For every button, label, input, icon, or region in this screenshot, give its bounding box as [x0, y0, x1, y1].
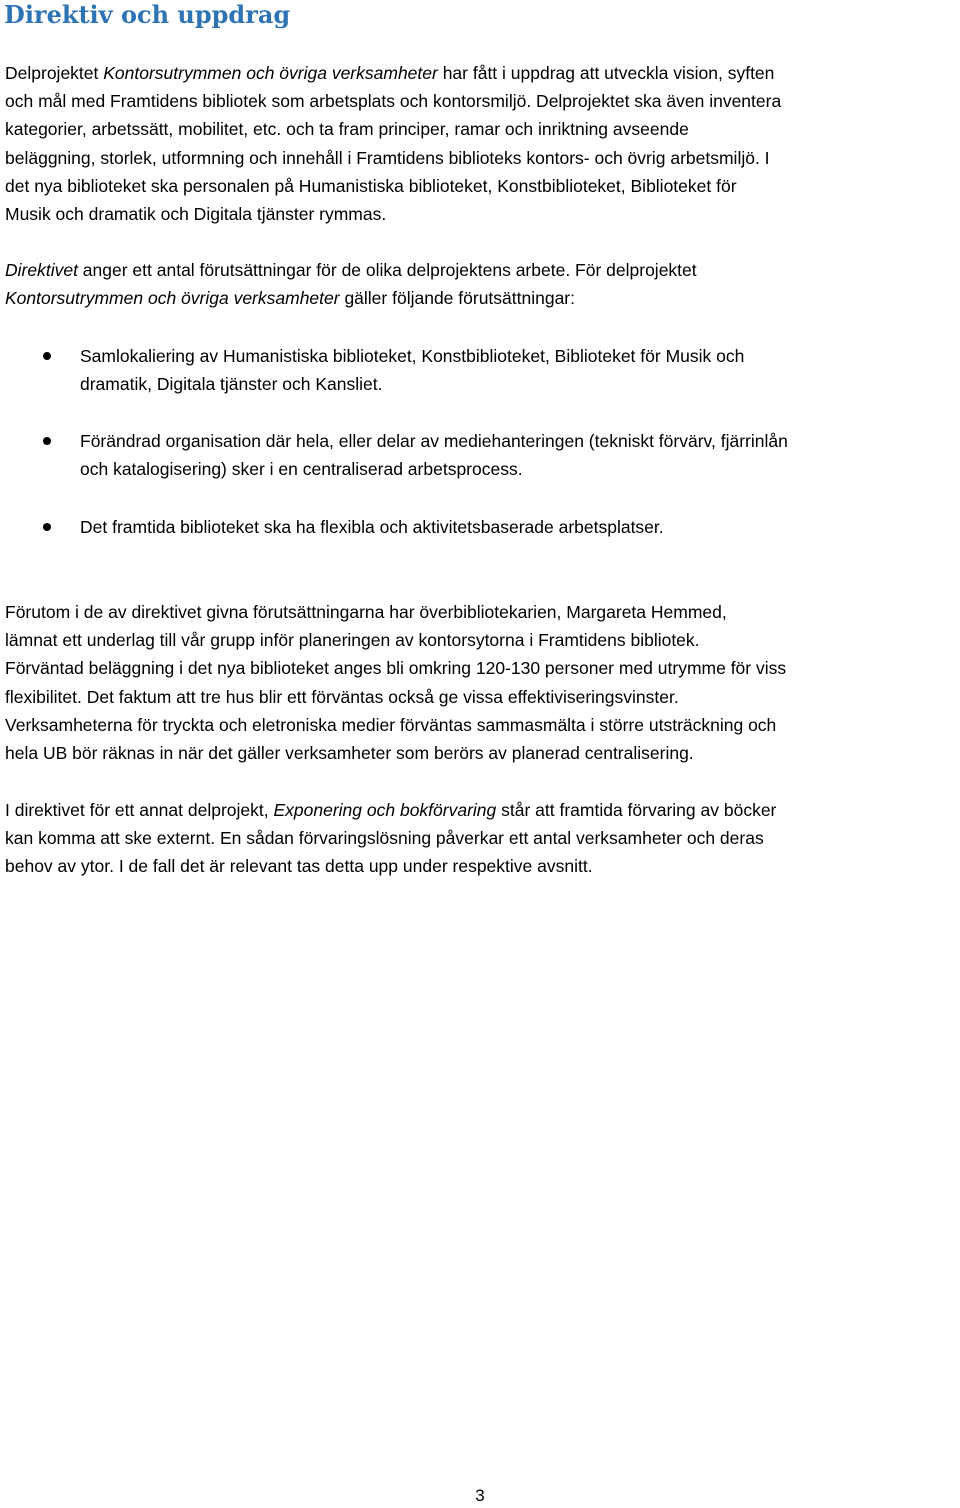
text-run: I direktivet för ett annat delprojekt, — [5, 800, 274, 820]
paragraph-line — [5, 256, 957, 284]
list-item-line: Samlokaliering av Humanistiska biblioteket, Konstbiblioteket, Biblioteket för Musik och — [80, 346, 745, 366]
project-name-italic: Kontorsutrymmen och övriga verksamheter — [103, 63, 438, 83]
text-run: gäller följande förutsättningar: — [339, 288, 575, 309]
list-item-text — [80, 427, 788, 483]
bullet-icon — [43, 523, 51, 531]
directive-italic: Direktivet — [5, 260, 78, 280]
paragraph-line: Musik och dramatik och Digitala tjänster rymmas. — [5, 204, 387, 225]
text-run: har fått i uppdrag att utveckla vision, syften — [437, 63, 775, 83]
paragraph-storage — [5, 796, 957, 881]
paragraph-line: det nya biblioteket ska personalen på Humanistiska biblioteket, Konstbiblioteket, Biblioteket för — [5, 175, 737, 196]
section-heading: Direktiv och uppdrag — [4, 0, 291, 29]
paragraph-line: behov av ytor. I de fall det är relevant tas detta upp under respektive avsnitt. — [5, 856, 593, 877]
paragraph-line: kategorier, arbetssätt, mobilitet, etc. och ta fram principer, ramar och inriktning avseende — [5, 119, 689, 140]
list-item-line: dramatik, Digitala tjänster och Kansliet. — [80, 374, 383, 395]
paragraph-line — [5, 796, 957, 824]
paragraph-line: Förutom i de av direktivet givna förutsättningarna har överbibliotekarien, Margareta Hemmed, — [5, 602, 727, 622]
bullet-icon — [43, 437, 51, 445]
paragraph-assignment — [5, 59, 957, 228]
list-item-line: Det framtida biblioteket ska ha flexibla och aktivitetsbaserade arbetsplatser. — [80, 517, 664, 537]
paragraph-background — [5, 598, 957, 767]
text-run: står att framtida förvaring av böcker — [496, 800, 777, 820]
paragraph-line: beläggning, storlek, utformning och innehåll i Framtidens biblioteks kontors- och övrig arbetsmiljö. I — [5, 147, 770, 168]
bullet-icon — [43, 352, 51, 360]
list-item-line: och katalogisering) sker i en centraliserad arbetsprocess. — [80, 459, 523, 480]
paragraph-line: och mål med Framtidens bibliotek som arbetsplats och kontorsmiljö. Delprojektet ska även inventera — [5, 91, 782, 112]
list-item-text — [80, 342, 744, 398]
paragraph-line: flexibilitet. Det faktum att tre hus blir ett förväntas också ge vissa effektiviseringsvinster. — [5, 686, 679, 707]
project-name-italic: Kontorsutrymmen och övriga verksamheter — [5, 288, 340, 309]
paragraph-line: lämnat ett underlag till vår grupp inför planeringen av kontorsytorna i Framtidens bibliotek. — [5, 630, 700, 651]
list-item-text — [80, 513, 664, 541]
paragraph-line: hela UB bör räknas in när det gäller verksamheter som berörs av planerad centralisering. — [5, 743, 694, 764]
paragraph-directive — [5, 256, 957, 312]
paragraph-line — [5, 284, 957, 312]
project-name-italic: Exponering och bokförvaring — [273, 800, 497, 820]
paragraph-line: Verksamheterna för tryckta och eletroniska medier förväntas sammasmälta i större utsträckning och — [5, 714, 777, 735]
text-run: anger ett antal förutsättningar för de olika delprojektens arbete. För delprojektet — [77, 260, 697, 280]
paragraph-line — [5, 59, 957, 87]
page-number: 3 — [475, 1486, 485, 1505]
list-item-line: Förändrad organisation där hela, eller delar av mediehanteringen (tekniskt förvärv, fjärrinlån — [80, 431, 788, 451]
paragraph-line: Förväntad beläggning i det nya biblioteket anges bli omkring 120-130 personer med utrymme för viss — [5, 658, 787, 679]
paragraph-line: kan komma att ske externt. En sådan förvaringslösning påverkar ett antal verksamheter och deras — [5, 828, 764, 849]
text-run: Delprojektet — [5, 63, 104, 83]
